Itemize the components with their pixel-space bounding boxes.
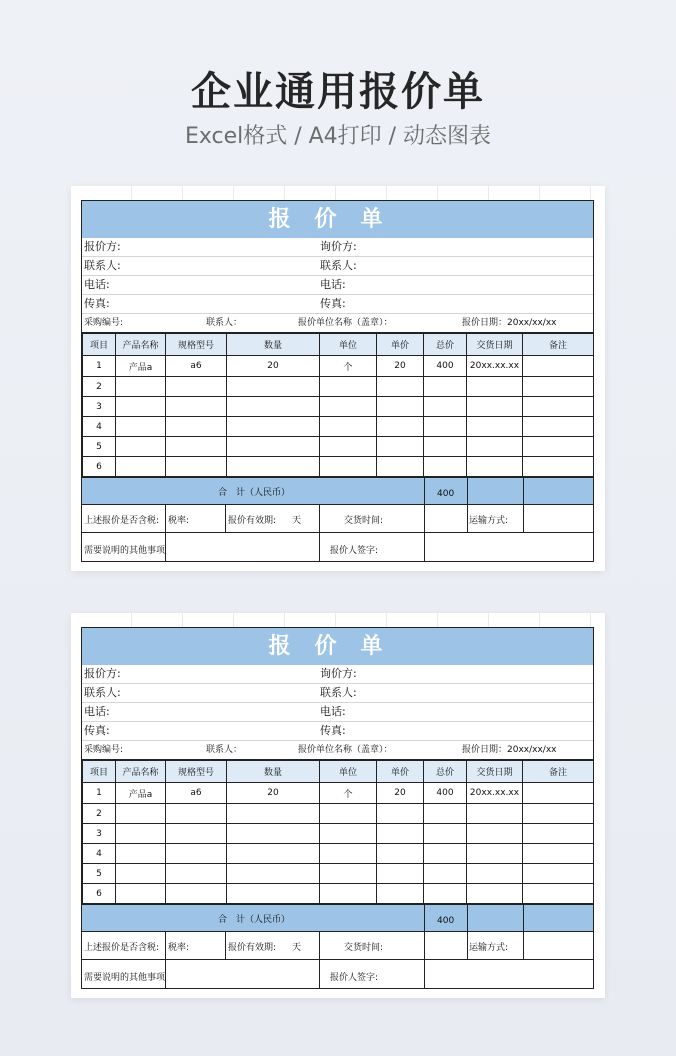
info-row-quoter [82,665,593,684]
table-cell[interactable]: 20 [227,356,320,377]
table-cell[interactable] [377,457,424,477]
total-blank-cell [467,478,524,504]
table-cell[interactable] [166,804,227,824]
divider [424,960,425,988]
tax-question-label: 上述报价是否含税: [84,943,160,953]
col-header-item: 项目 [83,334,116,356]
table-cell[interactable] [424,417,467,437]
table-row [83,437,594,457]
divider [467,931,468,959]
divider [165,504,166,532]
table-cell[interactable] [523,356,594,377]
col-header-item: 项目 [83,761,116,783]
info-row-contact [82,684,593,703]
table-cell[interactable] [467,437,523,457]
col-header-product: 产品名称 [116,334,166,356]
table-cell[interactable]: 个 [320,783,377,804]
table-cell[interactable] [377,397,424,417]
table-cell[interactable] [424,457,467,477]
table-cell[interactable] [227,884,320,904]
table-cell[interactable] [467,884,523,904]
table-row [83,804,594,824]
meta-row [82,741,593,760]
col-header-qty: 数量 [227,761,320,783]
fax-label-right: 传真: [320,724,346,737]
table-row [83,884,594,904]
phone-label-right: 电话: [320,278,346,291]
sub-title: Excel格式 / A4打印 / 动态图表 [184,124,492,149]
col-header-unit: 单位 [320,761,377,783]
divider [319,504,320,532]
table-cell[interactable] [377,824,424,844]
total-row [82,904,593,932]
table-row [83,457,594,477]
table-cell[interactable]: 4 [83,844,116,864]
contact-label-left: 联系人: [84,686,121,699]
quote-sheet-preview-1 [71,186,605,571]
phone-label-right: 电话: [320,705,346,718]
table-cell[interactable] [523,804,594,824]
table-cell[interactable] [424,437,467,457]
purchase-no-label: 采购编号: [84,318,124,328]
footer-row-1 [82,931,593,960]
table-cell[interactable] [377,417,424,437]
col-header-spec: 规格型号 [166,334,227,356]
table-cell[interactable] [424,884,467,904]
col-header-price: 单价 [377,334,424,356]
table-cell[interactable]: a6 [166,356,227,377]
tax-rate-label: 税率: [168,943,190,953]
sheet-title: 报价单 [82,201,593,238]
signature-label: 报价人签字: [330,973,379,983]
table-cell[interactable] [523,824,594,844]
table-cell[interactable] [227,804,320,824]
divider [165,960,166,988]
table-cell[interactable] [377,804,424,824]
table-cell[interactable] [116,804,166,824]
table-cell[interactable]: 400 [424,356,467,377]
col-header-price: 单价 [377,761,424,783]
table-cell[interactable] [116,417,166,437]
notes-label: 需要说明的其他事项 [84,546,166,556]
unit-name-label: 报价单位名称（盖章）： [298,745,393,755]
table-header-row [83,334,594,356]
table-cell[interactable] [227,844,320,864]
table-cell[interactable] [467,417,523,437]
table-row [83,397,594,417]
table-cell[interactable] [320,884,377,904]
table-cell[interactable]: 3 [83,824,116,844]
table-cell[interactable] [377,377,424,397]
sheet-gridlines [81,613,595,628]
table-cell[interactable] [523,437,594,457]
quote-sheet-preview-2 [71,613,605,998]
table-cell[interactable] [320,417,377,437]
col-header-remark: 备注 [523,761,594,783]
table-cell[interactable] [227,864,320,884]
table-cell[interactable] [523,844,594,864]
total-value-cell [424,905,468,931]
divider [319,931,320,959]
validity-label: 报价有效期: [228,943,277,953]
table-cell[interactable] [166,844,227,864]
total-row [82,477,593,505]
col-header-product: 产品名称 [116,761,166,783]
spreadsheet [81,613,595,993]
table-cell[interactable] [116,457,166,477]
table-cell[interactable] [320,377,377,397]
inquirer-label: 询价方: [320,667,357,680]
table-row [83,377,594,397]
table-cell[interactable]: 产品a [116,783,166,804]
table-cell[interactable] [166,824,227,844]
info-row-quoter [82,238,593,257]
info-row-contact [82,257,593,276]
table-cell[interactable] [116,397,166,417]
table-cell[interactable] [424,864,467,884]
contact-label-right: 联系人: [320,686,357,699]
meta-contact-label: 联系人： [206,745,243,755]
total-value-cell [424,478,468,504]
footer-row-2 [82,960,593,988]
table-cell[interactable] [523,457,594,477]
table-cell[interactable] [320,804,377,824]
meta-row [82,314,593,333]
table-cell[interactable] [467,864,523,884]
divider [523,504,524,532]
table-cell[interactable]: 1 [83,356,116,377]
table-cell[interactable] [227,397,320,417]
items-table [82,333,594,477]
table-cell[interactable] [523,377,594,397]
col-header-spec: 规格型号 [166,761,227,783]
divider [467,504,468,532]
table-cell[interactable] [116,377,166,397]
table-cell[interactable] [116,824,166,844]
table-cell[interactable] [523,397,594,417]
divider [165,931,166,959]
table-cell[interactable]: 20 [377,356,424,377]
days-label: 天 [292,943,302,953]
table-cell[interactable] [424,397,467,417]
table-cell[interactable] [467,457,523,477]
divider [319,960,320,988]
table-cell[interactable] [166,864,227,884]
col-header-unit: 单位 [320,334,377,356]
table-cell[interactable]: 2 [83,377,116,397]
divider [424,504,425,532]
delivery-time-label: 交货时间: [344,516,384,526]
info-row-phone [82,703,593,722]
inquirer-label: 询价方: [320,240,357,253]
shipping-label: 运输方式: [469,943,509,953]
tax-rate-label: 税率: [168,516,190,526]
quoter-label: 报价方: [84,240,121,253]
fax-label-left: 传真: [84,724,110,737]
phone-label-left: 电话: [84,705,110,718]
table-cell[interactable]: 20 [227,783,320,804]
divider [523,931,524,959]
table-cell[interactable] [320,864,377,884]
table-cell[interactable] [467,377,523,397]
col-header-qty: 数量 [227,334,320,356]
table-cell[interactable] [166,457,227,477]
table-cell[interactable] [320,824,377,844]
table-cell[interactable] [523,783,594,804]
table-cell[interactable] [320,437,377,457]
signature-label: 报价人签字: [330,546,379,556]
table-cell[interactable]: 20 [377,783,424,804]
col-header-delivery: 交货日期 [467,761,523,783]
table-row [83,417,594,437]
total-value: 400 [437,916,455,926]
table-cell[interactable] [116,844,166,864]
table-row [83,824,594,844]
quote-date-label: 报价日期：20xx/xx/xx [462,745,557,755]
quote-form [81,200,594,562]
divider [225,504,226,532]
table-cell[interactable] [467,844,523,864]
table-cell[interactable] [166,377,227,397]
col-header-remark: 备注 [523,334,594,356]
table-cell[interactable]: 1 [83,783,116,804]
purchase-no-label: 采购编号: [84,745,124,755]
table-cell[interactable] [227,824,320,844]
table-row [83,356,594,377]
info-row-fax [82,295,593,314]
divider [225,931,226,959]
table-cell[interactable]: 产品a [116,356,166,377]
table-cell[interactable] [523,417,594,437]
table-row [83,783,594,804]
table-row [83,864,594,884]
info-row-fax [82,722,593,741]
divider [424,931,425,959]
table-row [83,844,594,864]
table-cell[interactable] [467,397,523,417]
spreadsheet [81,186,595,566]
divider [165,533,166,561]
table-cell[interactable]: 个 [320,356,377,377]
validity-label: 报价有效期: [228,516,277,526]
table-cell[interactable] [227,417,320,437]
fax-label-right: 传真: [320,297,346,310]
table-cell[interactable] [166,417,227,437]
table-cell[interactable] [377,437,424,457]
table-cell[interactable] [467,824,523,844]
shipping-label: 运输方式: [469,516,509,526]
table-cell[interactable] [467,804,523,824]
total-value: 400 [437,489,455,499]
table-cell[interactable] [424,804,467,824]
table-cell[interactable]: 20xx.xx.xx [467,356,523,377]
table-cell[interactable] [116,884,166,904]
table-cell[interactable]: 6 [83,884,116,904]
divider [319,533,320,561]
table-cell[interactable] [424,824,467,844]
tax-question-label: 上述报价是否含税: [84,516,160,526]
quote-form [81,627,594,989]
col-header-delivery: 交货日期 [467,334,523,356]
table-cell[interactable] [116,864,166,884]
table-cell[interactable]: 6 [83,457,116,477]
main-title: 企业通用报价单 [191,69,485,115]
sheet-title: 报价单 [82,628,593,665]
col-header-total: 总价 [424,334,467,356]
items-table [82,760,594,904]
table-cell[interactable]: 3 [83,397,116,417]
table-cell[interactable]: a6 [166,783,227,804]
footer-row-1 [82,504,593,533]
table-cell[interactable] [377,864,424,884]
table-cell[interactable] [227,437,320,457]
table-cell[interactable] [320,457,377,477]
contact-label-left: 联系人: [84,259,121,272]
total-label: 合 计（人民币） [218,488,291,498]
info-row-phone [82,276,593,295]
table-header-row [83,761,594,783]
divider [424,533,425,561]
quote-date-label: 报价日期：20xx/xx/xx [462,318,557,328]
days-label: 天 [292,516,302,526]
unit-name-label: 报价单位名称（盖章）： [298,318,393,328]
table-cell[interactable] [377,884,424,904]
quoter-label: 报价方: [84,667,121,680]
total-label: 合 计（人民币） [218,915,291,925]
table-cell[interactable] [320,397,377,417]
col-header-total: 总价 [424,761,467,783]
table-cell[interactable] [166,397,227,417]
total-blank-cell [467,905,524,931]
table-cell[interactable] [424,377,467,397]
table-cell[interactable] [166,884,227,904]
meta-contact-label: 联系人： [206,318,243,328]
table-cell[interactable] [424,844,467,864]
table-cell[interactable] [523,884,594,904]
table-cell[interactable]: 5 [83,437,116,457]
table-cell[interactable] [377,844,424,864]
table-cell[interactable] [320,844,377,864]
fax-label-left: 传真: [84,297,110,310]
footer-row-2 [82,533,593,561]
table-cell[interactable]: 4 [83,417,116,437]
table-cell[interactable]: 20xx.xx.xx [467,783,523,804]
table-cell[interactable] [523,864,594,884]
contact-label-right: 联系人: [320,259,357,272]
table-cell[interactable] [116,437,166,457]
table-cell[interactable]: 5 [83,864,116,884]
table-cell[interactable]: 400 [424,783,467,804]
table-cell[interactable] [227,377,320,397]
table-cell[interactable]: 2 [83,804,116,824]
sheet-gridlines [81,186,595,201]
phone-label-left: 电话: [84,278,110,291]
delivery-time-label: 交货时间: [344,943,384,953]
table-cell[interactable] [166,437,227,457]
notes-label: 需要说明的其他事项 [84,973,166,983]
table-cell[interactable] [227,457,320,477]
